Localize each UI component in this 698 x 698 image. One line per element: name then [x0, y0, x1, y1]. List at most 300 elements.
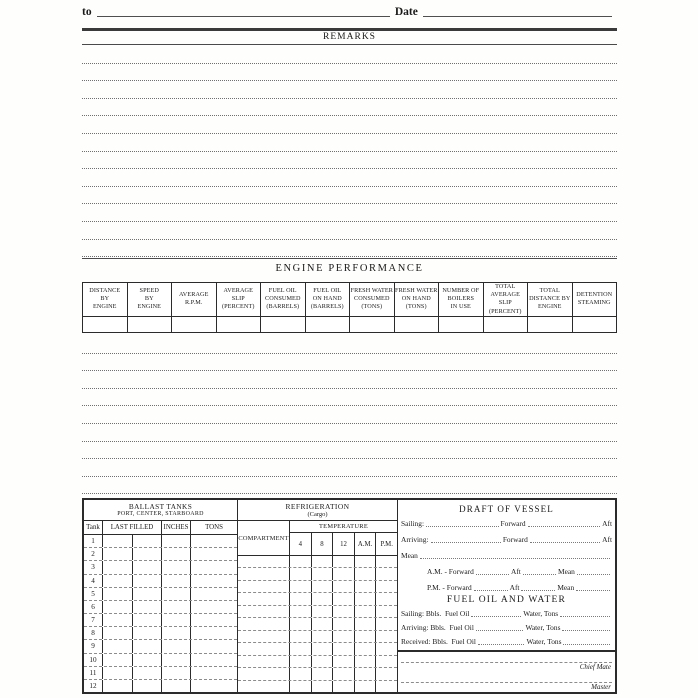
- ballast-cell: [191, 667, 237, 679]
- ballast-cell: [103, 627, 133, 639]
- ballast-cell: [162, 535, 191, 547]
- ballast-cell: [133, 680, 162, 692]
- engine-header-line: ON HAND: [401, 295, 431, 303]
- refrigeration-row: [238, 568, 397, 580]
- fuel-row-label: Water, Tons: [523, 609, 559, 618]
- engine-data-cell: [83, 317, 128, 332]
- fuel-rows: [401, 606, 612, 648]
- ballast-cell: [103, 548, 133, 560]
- engine-header-line: SLIP: [231, 295, 245, 303]
- ballast-col-last-filled: LAST FILLED: [103, 521, 162, 534]
- ballast-row: [84, 588, 237, 601]
- engine-column-header: [439, 283, 484, 316]
- draft-row-label: Mean: [558, 567, 575, 577]
- engine-header-line: (BARRELS): [266, 303, 300, 311]
- refrigeration-body: [238, 556, 397, 692]
- notes-ruled-line: [82, 442, 617, 460]
- refrigeration-temp-cell: [355, 668, 377, 679]
- ballast-row: [84, 654, 237, 667]
- engine-header-line: AVERAGE: [179, 291, 209, 299]
- refrigeration-temp-cell: [376, 568, 397, 579]
- engine-data-cell: [528, 317, 573, 332]
- engine-data-cell: [395, 317, 440, 332]
- to-blank-line: [97, 15, 390, 17]
- ballast-cell: [191, 640, 237, 652]
- notes-ruled-line: [82, 389, 617, 407]
- ballast-row: [84, 535, 237, 548]
- refrigeration-time-header: 8: [312, 533, 334, 555]
- refrigeration-temp-cell: [333, 643, 355, 654]
- ballast-row: [84, 575, 237, 588]
- draft-row: [401, 563, 612, 579]
- ballast-cell: [162, 548, 191, 560]
- ballast-cell: [103, 667, 133, 679]
- temperature-time-headers: [290, 533, 397, 555]
- refrigeration-temp-cell: [333, 631, 355, 642]
- remarks-underline: [82, 44, 617, 45]
- engine-header-line: BY: [100, 295, 110, 303]
- notes-lines: [82, 336, 617, 494]
- ballast-cell: [133, 561, 162, 573]
- draft-row-label: A.M. - Forward: [427, 567, 474, 577]
- refrigeration-temp-cell: [376, 668, 397, 679]
- draft-rows: [401, 515, 612, 595]
- ballast-cell: [162, 654, 191, 666]
- refrigeration-temp-cell: [290, 668, 312, 679]
- refrigeration-temp-cell: [355, 593, 377, 604]
- ballast-cell: [191, 575, 237, 587]
- ballast-cell: [162, 640, 191, 652]
- engine-data-cell: [306, 317, 351, 332]
- fuel-oil-water-title: FUEL OIL AND WATER: [446, 595, 567, 606]
- signatures: [401, 652, 612, 692]
- refrigeration-row: [238, 668, 397, 680]
- refrigeration-temp-cell: [376, 618, 397, 629]
- remarks-ruled-line: [82, 169, 617, 187]
- ballast-cell: [103, 680, 133, 692]
- bottom-tables: [82, 498, 617, 694]
- engine-header-line: BOILERS: [447, 295, 474, 303]
- ballast-row: [84, 548, 237, 561]
- engine-header-line: ENGINE: [92, 303, 117, 311]
- remarks-ruled-line: [82, 204, 617, 222]
- ballast-cell: [133, 535, 162, 547]
- remarks-ruled-line: [82, 99, 617, 117]
- engine-column-header: [573, 283, 617, 316]
- draft-row: [401, 579, 612, 595]
- remarks-ruled-line: [82, 116, 617, 134]
- ballast-tank-number: 8: [84, 627, 103, 639]
- engine-performance-title: ENGINE PERFORMANCE: [275, 263, 424, 274]
- signature-label: Chief Mate: [579, 663, 611, 671]
- engine-header-line: BY: [144, 295, 154, 303]
- dotted-leader: [528, 524, 601, 527]
- engine-log-form: [82, 0, 617, 698]
- refrigeration-temp-cell: [376, 593, 397, 604]
- refrigeration-compartment-cell: [238, 556, 290, 567]
- ballast-row: [84, 627, 237, 640]
- signature-line: [401, 672, 612, 683]
- dotted-leader: [560, 614, 610, 617]
- ballast-cell: [133, 575, 162, 587]
- ballast-tank-number: 3: [84, 561, 103, 573]
- fuel-row-label: Sailing: Bbls. Fuel Oil: [401, 609, 470, 618]
- draft-row-label: Aft: [602, 519, 612, 529]
- date-label: Date: [394, 6, 418, 18]
- draft-row-label: Aft: [602, 535, 613, 545]
- refrigeration-temp-cell: [333, 656, 355, 667]
- engine-header-line: ON HAND: [312, 295, 342, 303]
- engine-column-header: [528, 283, 573, 316]
- refrigeration-temp-cell: [376, 581, 397, 592]
- refrigeration-temp-cell: [290, 618, 312, 629]
- ballast-col-tons: TONS: [205, 524, 223, 531]
- engine-data-cell: [350, 317, 395, 332]
- ballast-row: [84, 640, 237, 653]
- refrigeration-compartment-cell: [238, 606, 290, 617]
- refrigeration-temp-cell: [355, 556, 377, 567]
- ballast-cell: [162, 561, 191, 573]
- refrigeration-temp-cell: [290, 681, 312, 692]
- remarks-ruled-line: [82, 222, 617, 240]
- engine-header-line: ENGINE: [537, 303, 562, 311]
- fuel-row-label: Arriving: Bbls. Fuel Oil: [401, 623, 474, 632]
- engine-column-header: [83, 283, 128, 316]
- refrigeration-temp-cell: [333, 568, 355, 579]
- refrigeration-temp-cell: [376, 643, 397, 654]
- engine-header-line: R.P.M.: [184, 299, 203, 307]
- engine-header-line: STEAMING: [577, 299, 611, 307]
- ballast-row: [84, 680, 237, 692]
- ballast-cell: [162, 575, 191, 587]
- refrigeration-temp-cell: [290, 656, 312, 667]
- refrigeration-compartment-cell: [238, 681, 290, 692]
- refrigeration-panel: [238, 500, 398, 692]
- refrigeration-temp-cell: [355, 606, 377, 617]
- ballast-tank-number: 6: [84, 601, 103, 613]
- remarks-ruled-line: [82, 81, 617, 99]
- engine-performance-table: [82, 282, 617, 333]
- refrigeration-compartment-cell: [238, 568, 290, 579]
- fuel-row: [401, 634, 612, 648]
- notes-ruled-line: [82, 371, 617, 389]
- refrigeration-row: [238, 681, 397, 692]
- engine-data-cell: [439, 317, 484, 332]
- dotted-leader: [420, 556, 610, 559]
- engine-header-line: FUEL OIL: [313, 287, 342, 295]
- ballast-cell: [133, 601, 162, 613]
- dotted-leader: [471, 614, 521, 617]
- engine-header-line: FRESH WATER: [350, 287, 393, 295]
- refrigeration-title-box: [238, 500, 397, 521]
- engine-header-line: AVERAGE SLIP: [490, 291, 520, 307]
- refrigeration-temp-cell: [376, 631, 397, 642]
- draft-row-label: Mean: [557, 583, 575, 593]
- remarks-ruled-line: [82, 134, 617, 152]
- refrigeration-compartment-cell: [238, 631, 290, 642]
- notes-ruled-line: [82, 424, 617, 442]
- date-blank-line: [423, 15, 612, 17]
- engine-data-cell: [172, 317, 217, 332]
- refrigeration-time-header: A.M.: [355, 533, 377, 555]
- dotted-leader: [577, 572, 610, 575]
- engine-data-cell: [573, 317, 617, 332]
- refrigeration-temp-cell: [355, 656, 377, 667]
- refrigeration-temp-cell: [333, 593, 355, 604]
- engine-column-header: [172, 283, 217, 316]
- ballast-cell: [191, 627, 237, 639]
- ballast-header-row: [84, 521, 237, 535]
- notes-ruled-line: [82, 406, 617, 424]
- refrigeration-temp-cell: [312, 556, 334, 567]
- remarks-ruled-line: [82, 240, 617, 258]
- ballast-row: [84, 614, 237, 627]
- refrigeration-temp-cell: [333, 606, 355, 617]
- ballast-cell: [162, 680, 191, 692]
- signature-label: Master: [591, 683, 611, 691]
- dotted-leader: [478, 642, 525, 645]
- ballast-cell: [191, 601, 237, 613]
- ballast-cell: [162, 667, 191, 679]
- fuel-row: [401, 606, 612, 620]
- refrigeration-temp-cell: [312, 581, 334, 592]
- dotted-leader: [562, 628, 610, 631]
- refrigeration-temp-cell: [333, 668, 355, 679]
- ballast-tank-number: 11: [84, 667, 103, 679]
- ballast-cell: [191, 535, 237, 547]
- ballast-cell: [162, 601, 191, 613]
- dotted-leader: [523, 572, 556, 575]
- refrigeration-temp-cell: [312, 668, 334, 679]
- ballast-tank-number: 1: [84, 535, 103, 547]
- refrigeration-subtitle: (Cargo): [307, 511, 328, 518]
- dotted-leader: [426, 524, 499, 527]
- ballast-cell: [103, 601, 133, 613]
- ballast-cell: [191, 561, 237, 573]
- notes-ruled-line: [82, 459, 617, 477]
- engine-header-line: CONSUMED: [264, 295, 301, 303]
- refrigeration-temp-cell: [290, 556, 312, 567]
- signature-block: [401, 672, 612, 692]
- engine-table-data-row: [83, 317, 616, 332]
- to-date-row: [82, 3, 617, 18]
- ballast-body: [84, 535, 237, 692]
- engine-header-line: AVERAGE: [223, 287, 253, 295]
- engine-header-line: FUEL OIL: [268, 287, 297, 295]
- fuel-row: [401, 620, 612, 634]
- engine-column-header: [261, 283, 306, 316]
- engine-column-header: [350, 283, 395, 316]
- refrigeration-temp-cell: [333, 581, 355, 592]
- refrigeration-temp-cell: [312, 681, 334, 692]
- ballast-cell: [191, 680, 237, 692]
- engine-data-cell: [261, 317, 306, 332]
- notes-ruled-line: [82, 336, 617, 354]
- ballast-cell: [162, 627, 191, 639]
- ballast-cell: [191, 654, 237, 666]
- ballast-tanks-title-box: [84, 500, 237, 521]
- ballast-tank-number: 5: [84, 588, 103, 600]
- draft-row-label: Sailing:: [401, 519, 424, 529]
- engine-data-cell: [484, 317, 529, 332]
- refrigeration-temp-cell: [290, 581, 312, 592]
- ballast-col-inches: INCHES: [162, 521, 191, 534]
- refrigeration-temp-cell: [312, 606, 334, 617]
- engine-header-line: FRESH WATER: [395, 287, 438, 295]
- refrigeration-compartment-cell: [238, 668, 290, 679]
- refrigeration-temp-cell: [376, 681, 397, 692]
- ballast-cell: [133, 614, 162, 626]
- ballast-tanks-panel: [84, 500, 238, 692]
- refrigeration-row: [238, 593, 397, 605]
- engine-data-cell: [217, 317, 262, 332]
- ballast-cell: [191, 548, 237, 560]
- refrigeration-temp-cell: [312, 593, 334, 604]
- draft-row-label: Mean: [401, 551, 418, 561]
- engine-table-header-row: [83, 283, 616, 317]
- draft-row-label: Forward: [500, 519, 526, 529]
- refrigeration-row: [238, 556, 397, 568]
- ballast-tank-number: 7: [84, 614, 103, 626]
- ballast-cell: [133, 667, 162, 679]
- engine-header-line: (PERCENT): [488, 307, 522, 315]
- engine-header-line: TOTAL: [539, 287, 560, 295]
- refrigeration-time-header: 12: [333, 533, 355, 555]
- signature-line: [401, 652, 612, 663]
- to-label: to: [82, 6, 92, 18]
- ballast-cell: [133, 627, 162, 639]
- refrigeration-temp-cell: [333, 618, 355, 629]
- refrigeration-temp-cell: [376, 656, 397, 667]
- engine-header-line: DISTANCE: [89, 287, 121, 295]
- fuel-row-label: Received: Bbls. Fuel Oil: [401, 637, 476, 646]
- refrigeration-compartment-cell: [238, 618, 290, 629]
- ballast-tanks-subtitle: PORT, CENTER, STARBOARD: [117, 511, 204, 517]
- refrigeration-temp-cell: [312, 643, 334, 654]
- refrigeration-compartment-cell: [238, 656, 290, 667]
- engine-column-header: [128, 283, 173, 316]
- dotted-leader: [476, 572, 509, 575]
- engine-header-line: TOTAL: [495, 283, 516, 290]
- dotted-leader: [530, 540, 600, 543]
- engine-data-cell: [128, 317, 173, 332]
- refrigeration-row: [238, 618, 397, 630]
- ballast-cell: [133, 588, 162, 600]
- ballast-cell: [103, 575, 133, 587]
- signature-block: [401, 652, 612, 672]
- ballast-cell: [133, 654, 162, 666]
- draft-row-label: Forward: [502, 535, 528, 545]
- engine-column-header: [306, 283, 351, 316]
- refrigeration-temp-cell: [290, 631, 312, 642]
- ballast-row: [84, 601, 237, 614]
- engine-header-line: (TONS): [405, 303, 427, 311]
- ballast-tank-number: 2: [84, 548, 103, 560]
- refrigeration-temp-cell: [290, 593, 312, 604]
- refrigeration-temp-cell: [333, 681, 355, 692]
- ballast-cell: [103, 654, 133, 666]
- engine-header-line: DISTANCE BY: [529, 295, 571, 303]
- refrigeration-time-header: P.M.: [380, 540, 393, 548]
- top-thick-rule: [82, 28, 617, 31]
- refrigeration-temp-cell: [355, 581, 377, 592]
- dotted-leader: [521, 588, 555, 591]
- remarks-lines: [82, 46, 617, 257]
- engine-header-line: (TONS): [361, 303, 383, 311]
- engine-header-line: ENGINE: [137, 303, 162, 311]
- dotted-leader: [474, 588, 508, 591]
- draft-of-vessel-title: DRAFT OF VESSEL: [459, 504, 554, 514]
- engine-column-header: [484, 283, 529, 316]
- engine-column-header: [395, 283, 440, 316]
- ballast-cell: [191, 614, 237, 626]
- fuel-row-label: Water, Tons: [525, 623, 561, 632]
- refrigeration-temp-cell: [290, 568, 312, 579]
- refrigeration-compartment-cell: [238, 643, 290, 654]
- refrigeration-temp-cell: [312, 656, 334, 667]
- dotted-leader: [576, 588, 610, 591]
- ballast-cell: [103, 614, 133, 626]
- dotted-leader: [431, 540, 501, 543]
- engine-section-rule: [82, 258, 617, 259]
- ballast-cell: [103, 535, 133, 547]
- draft-row-label: P.M. - Forward: [427, 583, 472, 593]
- remarks-ruled-line: [82, 187, 617, 205]
- ballast-row: [84, 561, 237, 574]
- refrigeration-row: [238, 581, 397, 593]
- draft-row: [401, 531, 612, 547]
- engine-header-line: (BARRELS): [310, 303, 344, 311]
- ballast-cell: [103, 588, 133, 600]
- draft-row: [401, 515, 612, 531]
- engine-header-line: IN USE: [450, 303, 471, 311]
- draft-row: [401, 547, 612, 563]
- draft-row-label: Aft: [509, 583, 520, 593]
- refrigeration-temp-cell: [355, 618, 377, 629]
- remarks-ruled-line: [82, 46, 617, 64]
- refrigeration-temp-cell: [355, 631, 377, 642]
- ballast-row: [84, 667, 237, 680]
- refrigeration-title: REFRIGERATION: [285, 502, 350, 511]
- ballast-cell: [191, 588, 237, 600]
- engine-header-line: NUMBER OF: [442, 287, 480, 295]
- ballast-cell: [133, 640, 162, 652]
- refrigeration-header: [238, 521, 397, 556]
- refrigeration-temp-cell: [312, 568, 334, 579]
- engine-header-line: SPEED: [139, 287, 159, 295]
- ballast-cell: [133, 548, 162, 560]
- ballast-tank-number: 4: [84, 575, 103, 587]
- remarks-ruled-line: [82, 64, 617, 82]
- refrigeration-temp-cell: [290, 606, 312, 617]
- ballast-tank-number: 9: [84, 640, 103, 652]
- ballast-tank-number: 12: [84, 680, 103, 692]
- refrigeration-time-header: 4: [290, 533, 312, 555]
- ballast-tank-number: 10: [84, 654, 103, 666]
- refrigeration-temp-cell: [355, 681, 377, 692]
- refrigeration-row: [238, 656, 397, 668]
- ballast-cell: [103, 561, 133, 573]
- dotted-leader: [563, 642, 610, 645]
- engine-header-line: (PERCENT): [221, 303, 255, 311]
- ballast-cell: [103, 640, 133, 652]
- notes-ruled-line: [82, 477, 617, 495]
- refrigeration-compartment-cell: [238, 581, 290, 592]
- refrigeration-row: [238, 606, 397, 618]
- ballast-cell: [162, 614, 191, 626]
- refrigeration-temp-cell: [376, 556, 397, 567]
- temperature-header: TEMPERATURE: [290, 521, 397, 533]
